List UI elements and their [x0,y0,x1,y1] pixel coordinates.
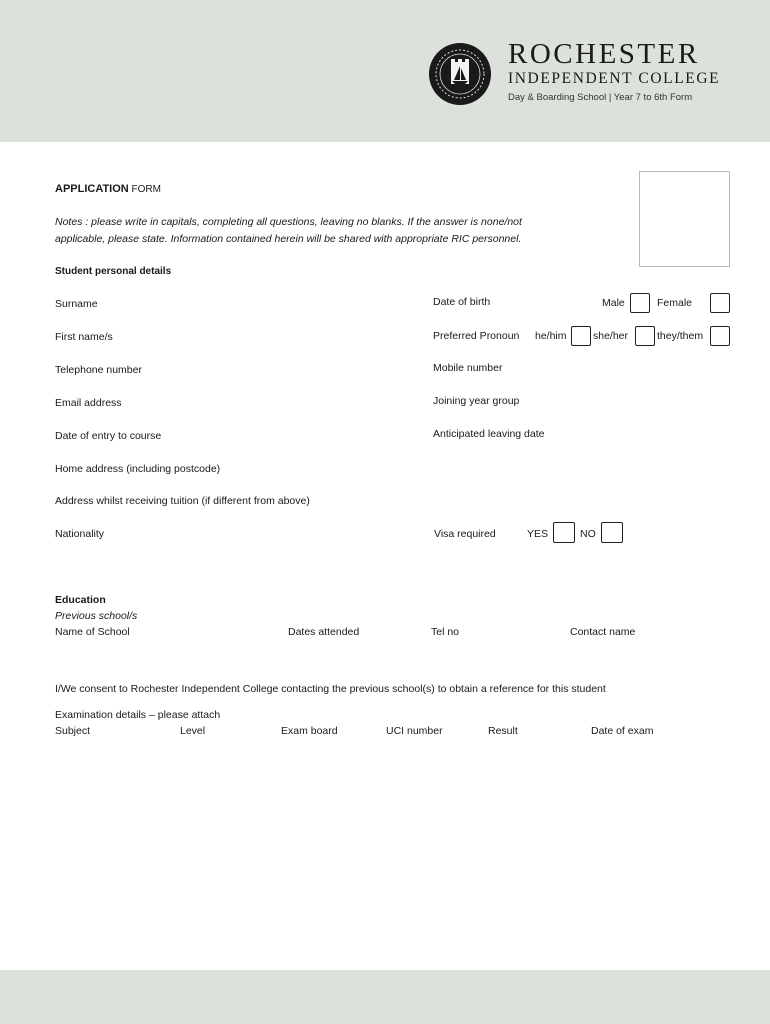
she-her-checkbox[interactable] [635,326,655,346]
male-label: Male [602,297,625,309]
entry-date-label: Date of entry to course [55,430,162,442]
education-heading: Education [55,594,106,606]
consent-statement: I/We consent to Rochester Independent College contacting the previous school(s) to obtain a reference for this student [55,683,606,695]
telephone-label: Telephone number [55,364,142,376]
personal-details-heading: Student personal details [55,266,172,277]
photo-box[interactable] [639,171,730,267]
footer-band [0,970,770,1024]
tuition-address-label: Address whilst receiving tuition (if different from above) [55,495,310,507]
form-title [55,183,161,195]
col-subject: Subject [55,725,91,737]
they-them-checkbox[interactable] [710,326,730,346]
dob-label: Date of birth [433,296,491,308]
visa-no-checkbox[interactable] [601,522,623,543]
visa-yes-label: YES [527,528,549,540]
nationality-label: Nationality [55,528,105,540]
female-label: Female [657,297,693,309]
pronoun-label: Preferred Pronoun [433,330,520,342]
col-contact-name: Contact name [570,626,636,638]
he-him-label: he/him [535,330,567,342]
leaving-date-label: Anticipated leaving date [433,428,545,440]
col-uci-number: UCI number [386,725,443,737]
visa-no-label: NO [580,528,596,540]
form-title-rest: FORM [128,184,161,195]
col-tel-no: Tel no [431,626,460,638]
home-address-label: Home address (including postcode) [55,463,221,475]
surname-label: Surname [55,298,98,310]
col-date-of-exam: Date of exam [591,725,654,737]
mobile-label: Mobile number [433,362,503,374]
visa-yes-checkbox[interactable] [553,522,575,543]
col-result: Result [488,725,518,737]
col-dates-attended: Dates attended [288,626,360,638]
form-title-bold: APPLICATION [55,183,129,195]
visa-label: Visa required [434,528,496,540]
he-him-checkbox[interactable] [571,326,591,346]
previous-schools-label: Previous school/s [55,610,138,622]
brand-tagline: Day & Boarding School | Year 7 to 6th Form [508,92,693,103]
brand-subtitle: INDEPENDENT COLLEGE [508,70,721,87]
joining-year-label: Joining year group [433,395,520,407]
castle-ship-crest-icon [428,42,492,106]
she-her-label: she/her [593,330,629,342]
notes-line-1: Notes : please write in capitals, completing all questions, leaving no blanks. If the answer is none/not [55,216,522,228]
notes-line-2: applicable, please state. Information contained herein will be shared with appropriate RIC personnel. [55,233,522,245]
they-them-label: they/them [657,330,704,342]
female-checkbox[interactable] [710,293,730,313]
col-exam-board: Exam board [281,725,338,737]
male-checkbox[interactable] [630,293,650,313]
exam-details-heading: Examination details – please attach [55,709,221,721]
col-school-name: Name of School [55,626,130,638]
email-label: Email address [55,397,122,409]
brand-name: ROCHESTER [508,38,700,70]
first-names-label: First name/s [55,331,113,343]
col-level: Level [180,725,206,737]
